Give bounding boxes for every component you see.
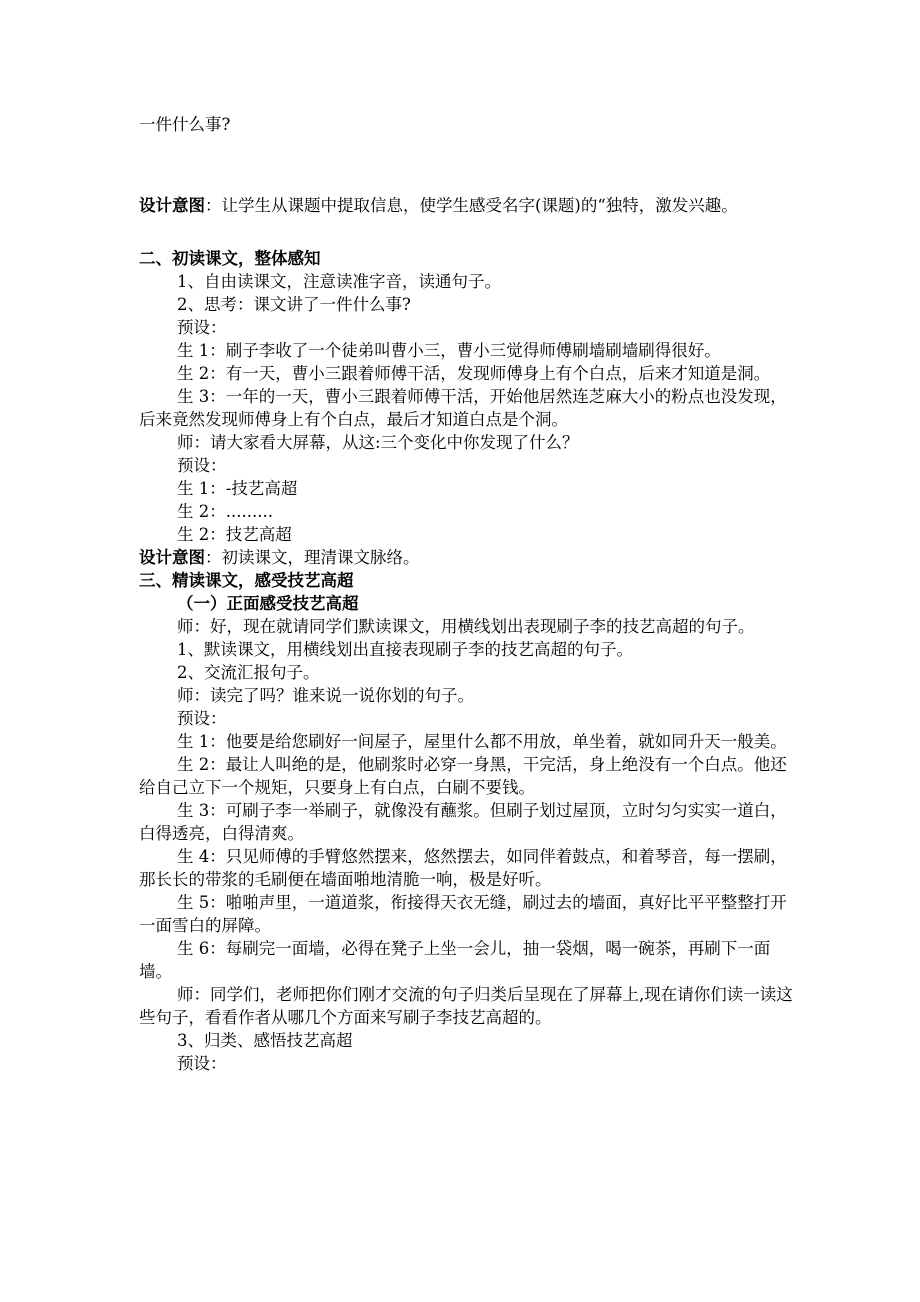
section-3-item: 生 6：每刷完一面墙，必得在凳子上坐一会儿，抽一袋烟，喝一碗茶，再刷下一面墙。 xyxy=(139,939,771,981)
section-2 xyxy=(139,247,799,1075)
section-3-item: 师：同学们，老师把你们刚才交流的句子归类后呈现在了屏幕上,现在请你们读一读这些句子，看看作者从哪几个方面来写刷子李技艺高超的。 xyxy=(139,985,793,1027)
section-2-heading: 二、初读课文，整体感知 xyxy=(139,249,321,268)
section-3-item: 师：好，现在就请同学们默读课文，用横线划出表现刷子李的技艺高超的句子。 xyxy=(177,617,755,636)
section-2-item: 预设： xyxy=(177,318,227,337)
section-3-item: 生 5：啪啪声里，一道道浆，衔接得天衣无缝，刷过去的墙面，真好比平平整整打开一面雪白的屏障。 xyxy=(139,893,787,935)
section-2-item: 生 2：技艺高超 xyxy=(177,525,292,544)
section-2-item: 生 1：刷子李收了一个徒弟叫曹小三，曹小三觉得师傅刷墙刷墙刷得很好。 xyxy=(177,341,721,360)
section-3-item: 生 2：最让人叫绝的是，他刷浆时必穿一身黑，干完活，身上绝没有一个白点。他还给自己立下一个规矩，只要身上有白点，白刷不要钱。 xyxy=(139,755,787,797)
section-2-item: 生 2：......... xyxy=(177,502,273,521)
design-intent-1 xyxy=(139,194,799,217)
top-line: 一件什么事? xyxy=(139,115,231,134)
section-2-item: 1、自由读课文，注意读准字音，读通句子。 xyxy=(177,272,501,291)
section-2-item: 生 1：-技艺高超 xyxy=(177,479,298,498)
section-3-item: 生 3：可刷子李一举刷子，就像没有蘸浆。但刷子划过屋顶，立时匀匀实实一道白，白得透亮，白得清爽。 xyxy=(139,801,787,843)
section-3-item: 2、交流汇报句子。 xyxy=(177,663,320,682)
section-3-item: 生 4：只见师傅的手臂悠然摆来，悠然摆去，如同伴着鼓点，和着琴音，每一摆刷，那长长的带浆的毛刷便在墙面啪地清脆一响，极是好听。 xyxy=(139,847,787,889)
design-intent-1-text: ：让学生从课题中提取信息，使学生感受名字(课题)的“独特，激发兴趣。 xyxy=(205,196,738,215)
section-3-item: 预设： xyxy=(177,709,227,728)
section-3-item: 生 1：他要是给您刷好一间屋子，屋里什么都不用放，单坐着，就如同升天一般美。 xyxy=(177,732,787,751)
section-3-item: 预设： xyxy=(177,1054,227,1073)
design-intent-2-label: 设计意图 xyxy=(139,548,205,567)
section-2-item: 生 2：有一天，曹小三跟着师傅干活，发现师傅身上有个白点，后来才知道是洞。 xyxy=(177,364,771,383)
section-3-subheading: （一）正面感受技艺高超 xyxy=(177,594,359,613)
section-2-item: 生 3：一年的一天，曹小三跟着师傅干活，开始他居然连芝麻大小的粉点也没发现，后来竟然发现师傅身上有个白点，最后才知道白点是个洞。 xyxy=(139,387,787,429)
design-intent-2-text: ：初读课文，理清课文脉络。 xyxy=(205,548,420,567)
section-3-item: 3、归类、感悟技艺高超 xyxy=(177,1031,353,1050)
section-2-item: 预设： xyxy=(177,456,227,475)
design-intent-1-label: 设计意图 xyxy=(139,196,205,215)
section-3-item: 1、默读课文，用横线划出直接表现刷子李的技艺高超的句子。 xyxy=(177,640,633,659)
section-2-item: 师：请大家看大屏幕，从这:三个变化中你发现了什么？ xyxy=(177,433,579,452)
section-2-item: 2、思考：课文讲了一件什么事? xyxy=(177,295,411,314)
section-3-item: 师：读完了吗？谁来说一说你划的句子。 xyxy=(177,686,474,705)
section-3-heading: 三、精读课文，感受技艺高超 xyxy=(139,571,354,590)
